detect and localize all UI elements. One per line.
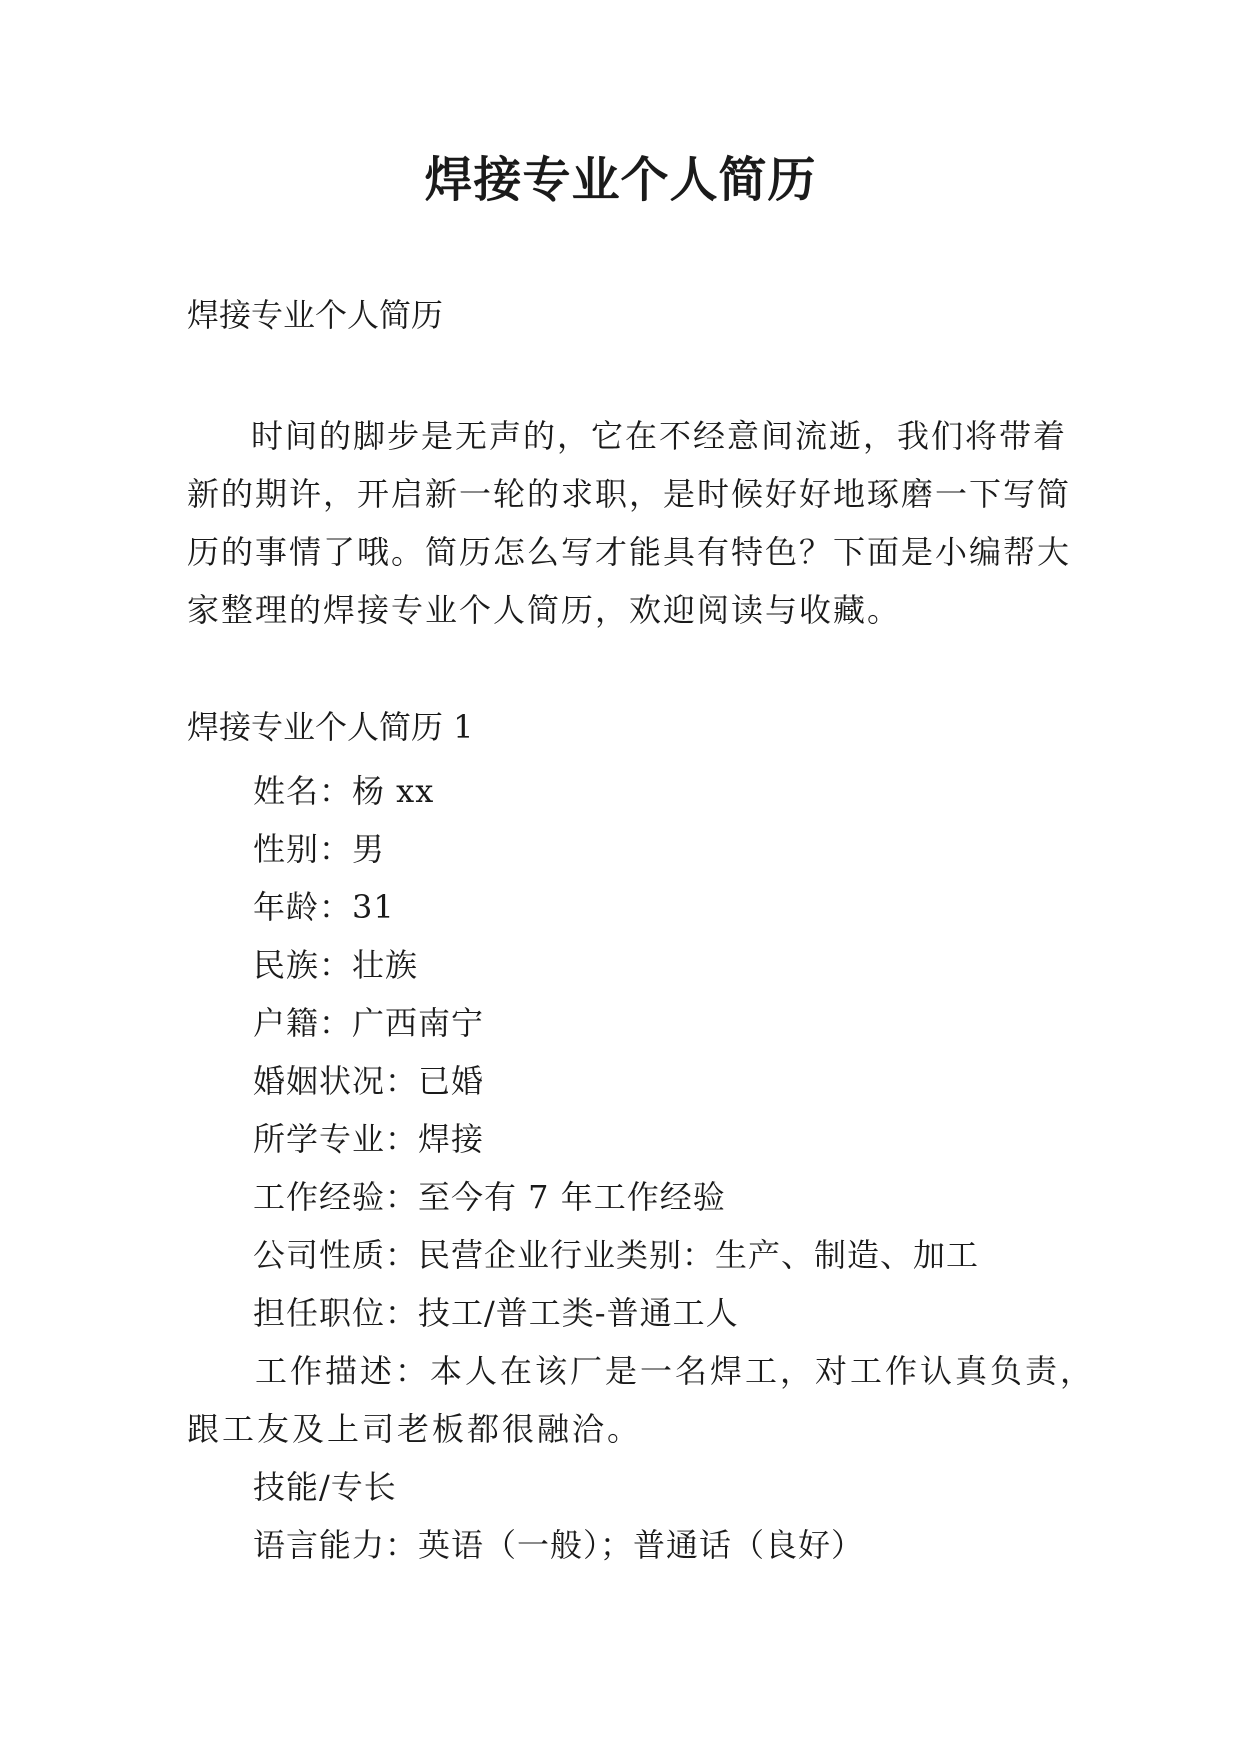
field-position: 担任职位：技工/普工类-普通工人 — [253, 1294, 739, 1332]
document-subtitle: 焊接专业个人简历 — [187, 296, 444, 334]
field-language-ability: 语言能力：英语（一般）；普通话（良好） — [253, 1526, 865, 1564]
resume-fields — [187, 762, 1097, 1574]
field-skills-heading: 技能/专长 — [253, 1468, 397, 1506]
field-ethnicity: 民族：壮族 — [253, 946, 419, 984]
field-major: 所学专业：焊接 — [253, 1120, 485, 1158]
field-work-experience: 工作经验：至今有 7 年工作经验 — [253, 1178, 726, 1216]
field-household-registration: 户籍：广西南宁 — [253, 1004, 485, 1042]
intro-paragraph: 时间的脚步是无声的，它在不经意间流逝，我们将带着新的期许，开启新一轮的求职，是时候好好地琢磨一下写简历的事情了哦。简历怎么写才能具有特色？下面是小编帮大家整理的焊接专业个人简历，欢迎阅读与收藏。 — [187, 417, 1072, 629]
field-name: 姓名：杨 xx — [253, 772, 435, 810]
field-job-description: 工作描述：本人在该厂是一名焊工，对工作认真负责，跟工友及上司老板都很融洽。 — [187, 1352, 1096, 1448]
field-company-type: 公司性质：民营企业行业类别：生产、制造、加工 — [253, 1236, 980, 1274]
field-gender: 性别：男 — [253, 830, 386, 868]
field-age: 年龄：31 — [253, 888, 395, 926]
document-title: 焊接专业个人简历 — [424, 152, 817, 208]
field-marital-status: 婚姻状况：已婚 — [253, 1062, 485, 1100]
section-title: 焊接专业个人简历 1 — [187, 708, 474, 746]
